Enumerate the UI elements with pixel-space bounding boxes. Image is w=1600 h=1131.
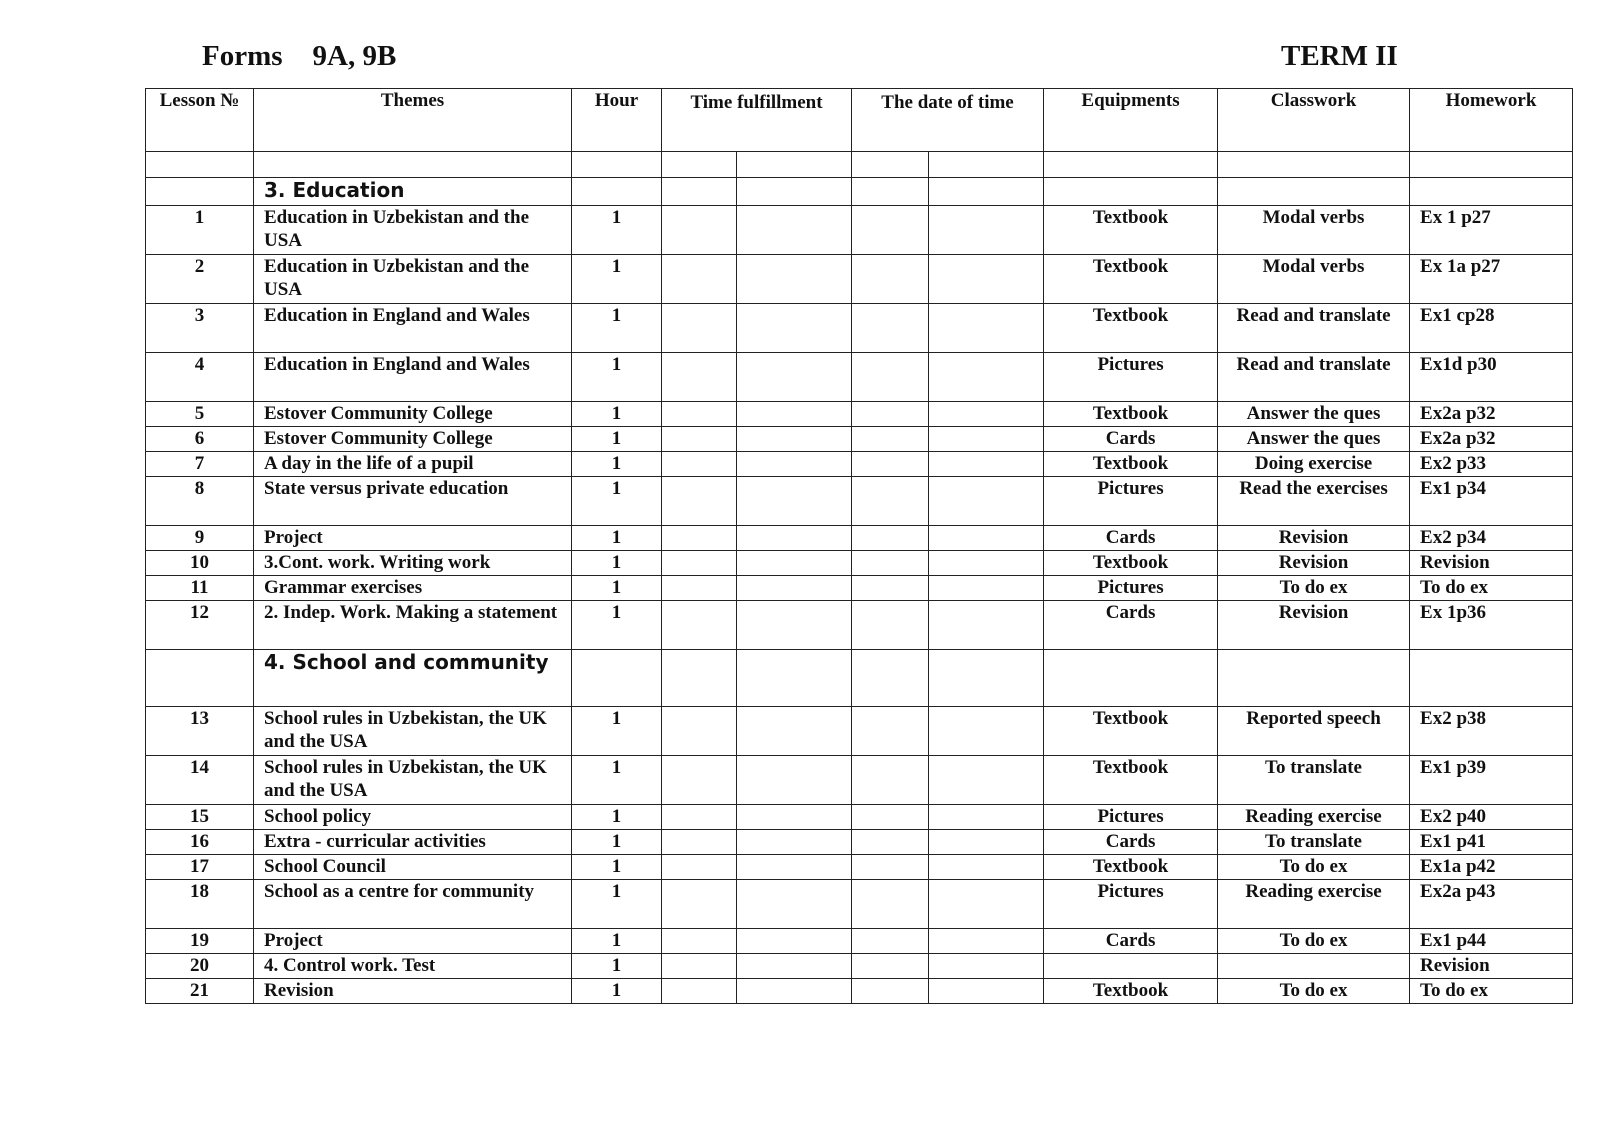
empty-cell: [929, 830, 1044, 855]
empty-cell: [737, 353, 852, 402]
lesson-classwork: To do ex: [1218, 576, 1410, 601]
empty-cell: [929, 427, 1044, 452]
lesson-row: [146, 756, 1573, 805]
lesson-theme: Revision: [254, 979, 572, 1004]
empty-cell: [852, 477, 929, 526]
lesson-equipment: Pictures: [1044, 576, 1218, 601]
blank-row: [146, 152, 1573, 178]
lesson-homework: Ex2a p43: [1410, 880, 1573, 929]
empty-cell: [662, 830, 737, 855]
lesson-equipment: Textbook: [1044, 304, 1218, 353]
lesson-equipment: Cards: [1044, 526, 1218, 551]
lesson-number: 15: [146, 805, 254, 830]
lesson-number: 3: [146, 304, 254, 353]
lesson-homework: Revision: [1410, 551, 1573, 576]
empty-cell: [662, 707, 737, 756]
empty-cell: [1044, 178, 1218, 206]
lesson-theme: Estover Community College: [254, 427, 572, 452]
lesson-hour: 1: [572, 929, 662, 954]
empty-cell: [929, 880, 1044, 929]
lesson-hour: 1: [572, 855, 662, 880]
col-header-themes: Themes: [254, 89, 572, 152]
empty-cell: [1044, 650, 1218, 707]
lesson-classwork: Revision: [1218, 551, 1410, 576]
col-header-date-of-time: The date of time: [852, 89, 1044, 152]
lesson-hour: 1: [572, 979, 662, 1004]
empty-cell: [662, 979, 737, 1004]
lesson-homework: Ex2a p32: [1410, 402, 1573, 427]
empty-cell: [737, 178, 852, 206]
lesson-classwork: To do ex: [1218, 929, 1410, 954]
empty-cell: [852, 152, 929, 178]
empty-cell: [737, 152, 852, 178]
lesson-number: 7: [146, 452, 254, 477]
lesson-equipment: Textbook: [1044, 756, 1218, 805]
empty-cell: [1218, 650, 1410, 707]
lesson-classwork: Reported speech: [1218, 707, 1410, 756]
lesson-classwork: To do ex: [1218, 979, 1410, 1004]
empty-cell: [662, 954, 737, 979]
lesson-homework: Ex1 cp28: [1410, 304, 1573, 353]
lesson-theme: 3.Cont. work. Writing work: [254, 551, 572, 576]
empty-cell: [662, 551, 737, 576]
lesson-equipment: Textbook: [1044, 707, 1218, 756]
empty-cell: [852, 452, 929, 477]
forms-heading: [202, 40, 396, 73]
lesson-hour: 1: [572, 255, 662, 304]
empty-cell: [929, 929, 1044, 954]
lesson-number: 9: [146, 526, 254, 551]
empty-cell: [852, 304, 929, 353]
empty-cell: [929, 402, 1044, 427]
lesson-row: [146, 304, 1573, 353]
lesson-row: [146, 929, 1573, 954]
lesson-theme: School Council: [254, 855, 572, 880]
lesson-equipment: Cards: [1044, 601, 1218, 650]
empty-cell: [852, 255, 929, 304]
lesson-homework: Ex1 p41: [1410, 830, 1573, 855]
lesson-homework: Ex2 p34: [1410, 526, 1573, 551]
empty-cell: [662, 452, 737, 477]
lesson-equipment: Textbook: [1044, 402, 1218, 427]
empty-cell: [929, 979, 1044, 1004]
empty-cell: [852, 954, 929, 979]
lesson-number: 21: [146, 979, 254, 1004]
lesson-hour: 1: [572, 402, 662, 427]
empty-cell: [852, 756, 929, 805]
empty-cell: [929, 576, 1044, 601]
lesson-theme: 4. Control work. Test: [254, 954, 572, 979]
lesson-theme: School policy: [254, 805, 572, 830]
lesson-homework: Ex1 p39: [1410, 756, 1573, 805]
lesson-hour: 1: [572, 756, 662, 805]
empty-cell: [146, 152, 254, 178]
lesson-number: 6: [146, 427, 254, 452]
empty-cell: [737, 855, 852, 880]
empty-cell: [737, 526, 852, 551]
empty-cell: [737, 601, 852, 650]
empty-cell: [1218, 152, 1410, 178]
empty-cell: [737, 576, 852, 601]
lesson-hour: 1: [572, 954, 662, 979]
empty-cell: [929, 152, 1044, 178]
lesson-theme: State versus private education: [254, 477, 572, 526]
empty-cell: [929, 650, 1044, 707]
lesson-theme: Grammar exercises: [254, 576, 572, 601]
empty-cell: [852, 427, 929, 452]
lesson-equipment: Textbook: [1044, 206, 1218, 255]
section-title-cell: [254, 178, 572, 206]
lesson-hour: 1: [572, 601, 662, 650]
empty-cell: [662, 855, 737, 880]
lesson-number: 13: [146, 707, 254, 756]
lesson-row: [146, 255, 1573, 304]
empty-cell: [929, 206, 1044, 255]
empty-cell: [662, 353, 737, 402]
header-row: [146, 89, 1573, 152]
lesson-classwork: [1218, 954, 1410, 979]
empty-cell: [662, 402, 737, 427]
lesson-theme: School rules in Uzbekistan, the UK and the USA: [254, 707, 572, 756]
lesson-row: [146, 855, 1573, 880]
empty-cell: [662, 206, 737, 255]
col-header-equipments: Equipments: [1044, 89, 1218, 152]
lesson-homework: To do ex: [1410, 576, 1573, 601]
lesson-row: [146, 353, 1573, 402]
empty-cell: [1218, 178, 1410, 206]
empty-cell: [662, 601, 737, 650]
lesson-equipment: Textbook: [1044, 979, 1218, 1004]
lesson-number: 14: [146, 756, 254, 805]
lesson-number: 5: [146, 402, 254, 427]
empty-cell: [737, 477, 852, 526]
forms-value: 9A, 9B: [312, 40, 397, 72]
lesson-hour: 1: [572, 526, 662, 551]
lesson-theme: Education in England and Wales: [254, 304, 572, 353]
empty-cell: [146, 178, 254, 206]
empty-cell: [737, 954, 852, 979]
lesson-row: [146, 576, 1573, 601]
empty-cell: [662, 427, 737, 452]
lesson-theme: Project: [254, 526, 572, 551]
empty-cell: [852, 402, 929, 427]
lesson-hour: 1: [572, 707, 662, 756]
lesson-row: [146, 402, 1573, 427]
empty-cell: [929, 756, 1044, 805]
lesson-hour: 1: [572, 206, 662, 255]
lesson-row: [146, 551, 1573, 576]
empty-cell: [929, 304, 1044, 353]
lesson-homework: Ex 1a p27: [1410, 255, 1573, 304]
lesson-number: 11: [146, 576, 254, 601]
lesson-equipment: Cards: [1044, 830, 1218, 855]
lesson-hour: 1: [572, 304, 662, 353]
lesson-row: [146, 979, 1573, 1004]
lesson-hour: 1: [572, 576, 662, 601]
col-header-homework: Homework: [1410, 89, 1573, 152]
lesson-theme: Estover Community College: [254, 402, 572, 427]
lesson-classwork: Revision: [1218, 526, 1410, 551]
lesson-homework: Ex2 p38: [1410, 707, 1573, 756]
lesson-homework: Ex1 p44: [1410, 929, 1573, 954]
empty-cell: [737, 880, 852, 929]
lesson-classwork: Modal verbs: [1218, 206, 1410, 255]
lesson-hour: 1: [572, 880, 662, 929]
empty-cell: [572, 178, 662, 206]
empty-cell: [929, 452, 1044, 477]
lesson-equipment: Pictures: [1044, 353, 1218, 402]
empty-cell: [852, 707, 929, 756]
empty-cell: [929, 551, 1044, 576]
empty-cell: [852, 880, 929, 929]
empty-cell: [1410, 650, 1573, 707]
forms-label: Forms: [202, 40, 283, 72]
lesson-theme: Education in Uzbekistan and the USA: [254, 206, 572, 255]
empty-cell: [146, 650, 254, 707]
col-header-time-fulfillment: Time fulfillment: [662, 89, 852, 152]
empty-cell: [852, 601, 929, 650]
empty-cell: [852, 551, 929, 576]
lesson-row: [146, 805, 1573, 830]
lesson-homework: Ex 1p36: [1410, 601, 1573, 650]
lesson-homework: To do ex: [1410, 979, 1573, 1004]
empty-cell: [737, 452, 852, 477]
empty-cell: [662, 576, 737, 601]
empty-cell: [929, 178, 1044, 206]
lesson-homework: Revision: [1410, 954, 1573, 979]
empty-cell: [737, 255, 852, 304]
lesson-equipment: Cards: [1044, 427, 1218, 452]
lesson-theme: Project: [254, 929, 572, 954]
empty-cell: [737, 304, 852, 353]
empty-cell: [254, 152, 572, 178]
lesson-homework: Ex1 p34: [1410, 477, 1573, 526]
empty-cell: [929, 353, 1044, 402]
lesson-equipment: Textbook: [1044, 551, 1218, 576]
empty-cell: [737, 756, 852, 805]
lesson-number: 8: [146, 477, 254, 526]
lesson-equipment: Pictures: [1044, 805, 1218, 830]
empty-cell: [852, 855, 929, 880]
lesson-classwork: To do ex: [1218, 855, 1410, 880]
lesson-number: 16: [146, 830, 254, 855]
lesson-theme: 2. Indep. Work. Making a statement: [254, 601, 572, 650]
empty-cell: [737, 830, 852, 855]
lesson-hour: 1: [572, 805, 662, 830]
empty-cell: [737, 805, 852, 830]
lesson-number: 17: [146, 855, 254, 880]
empty-cell: [852, 830, 929, 855]
empty-cell: [662, 152, 737, 178]
section-title: 4. School and community: [264, 650, 549, 674]
lesson-hour: 1: [572, 477, 662, 526]
empty-cell: [737, 427, 852, 452]
empty-cell: [662, 650, 737, 707]
empty-cell: [929, 601, 1044, 650]
lesson-classwork: Doing exercise: [1218, 452, 1410, 477]
empty-cell: [852, 929, 929, 954]
lesson-hour: 1: [572, 551, 662, 576]
empty-cell: [662, 805, 737, 830]
empty-cell: [662, 526, 737, 551]
lesson-hour: 1: [572, 427, 662, 452]
lesson-number: 18: [146, 880, 254, 929]
empty-cell: [737, 707, 852, 756]
lesson-row: [146, 427, 1573, 452]
lesson-hour: 1: [572, 452, 662, 477]
empty-cell: [929, 255, 1044, 304]
lesson-classwork: Read and translate: [1218, 353, 1410, 402]
empty-cell: [852, 979, 929, 1004]
lesson-row: [146, 526, 1573, 551]
lesson-equipment: Textbook: [1044, 255, 1218, 304]
empty-cell: [929, 526, 1044, 551]
empty-cell: [662, 178, 737, 206]
empty-cell: [737, 650, 852, 707]
empty-cell: [662, 756, 737, 805]
empty-cell: [662, 929, 737, 954]
empty-cell: [662, 255, 737, 304]
empty-cell: [929, 477, 1044, 526]
lesson-classwork: Reading exercise: [1218, 880, 1410, 929]
lesson-row: [146, 707, 1573, 756]
lesson-classwork: Answer the ques: [1218, 427, 1410, 452]
empty-cell: [737, 206, 852, 255]
lesson-row: [146, 880, 1573, 929]
lesson-row: [146, 477, 1573, 526]
empty-cell: [929, 855, 1044, 880]
empty-cell: [1410, 178, 1573, 206]
empty-cell: [852, 206, 929, 255]
lesson-equipment: Pictures: [1044, 880, 1218, 929]
lesson-row: [146, 830, 1573, 855]
empty-cell: [737, 402, 852, 427]
lesson-equipment: Pictures: [1044, 477, 1218, 526]
lesson-homework: Ex2 p40: [1410, 805, 1573, 830]
lesson-homework: Ex2a p32: [1410, 427, 1573, 452]
lesson-classwork: To translate: [1218, 756, 1410, 805]
lesson-row: [146, 452, 1573, 477]
empty-cell: [852, 576, 929, 601]
empty-cell: [929, 707, 1044, 756]
lesson-number: 1: [146, 206, 254, 255]
lesson-row: [146, 206, 1573, 255]
lesson-row: [146, 954, 1573, 979]
empty-cell: [1410, 152, 1573, 178]
empty-cell: [662, 477, 737, 526]
empty-cell: [662, 304, 737, 353]
lesson-classwork: Reading exercise: [1218, 805, 1410, 830]
lesson-theme: School as a centre for community: [254, 880, 572, 929]
lesson-theme: School rules in Uzbekistan, the UK and the USA: [254, 756, 572, 805]
lesson-equipment: Textbook: [1044, 452, 1218, 477]
empty-cell: [852, 650, 929, 707]
term-heading: TERM II: [1281, 40, 1398, 72]
lesson-row: [146, 601, 1573, 650]
section-title-cell: [254, 650, 572, 707]
lesson-equipment: Textbook: [1044, 855, 1218, 880]
lesson-homework: Ex 1 p27: [1410, 206, 1573, 255]
lesson-hour: 1: [572, 353, 662, 402]
empty-cell: [852, 178, 929, 206]
empty-cell: [1044, 152, 1218, 178]
empty-cell: [852, 526, 929, 551]
empty-cell: [572, 152, 662, 178]
lesson-hour: 1: [572, 830, 662, 855]
lesson-plan-table: [145, 88, 1573, 1004]
lesson-homework: Ex1a p42: [1410, 855, 1573, 880]
col-header-hour: Hour: [572, 89, 662, 152]
lesson-classwork: Read the exercises: [1218, 477, 1410, 526]
lesson-theme: Education in England and Wales: [254, 353, 572, 402]
lesson-homework: Ex2 p33: [1410, 452, 1573, 477]
empty-cell: [737, 929, 852, 954]
empty-cell: [852, 805, 929, 830]
section-row: [146, 650, 1573, 707]
empty-cell: [852, 353, 929, 402]
col-header-lesson: Lesson №: [146, 89, 254, 152]
lesson-homework: Ex1d p30: [1410, 353, 1573, 402]
lesson-classwork: To translate: [1218, 830, 1410, 855]
lesson-classwork: Answer the ques: [1218, 402, 1410, 427]
lesson-number: 12: [146, 601, 254, 650]
lesson-theme: Extra - curricular activities: [254, 830, 572, 855]
empty-cell: [737, 979, 852, 1004]
lesson-equipment: Cards: [1044, 929, 1218, 954]
lesson-number: 19: [146, 929, 254, 954]
col-header-classwork: Classwork: [1218, 89, 1410, 152]
empty-cell: [929, 805, 1044, 830]
section-row: [146, 178, 1573, 206]
lesson-equipment: [1044, 954, 1218, 979]
lesson-classwork: Revision: [1218, 601, 1410, 650]
lesson-number: 20: [146, 954, 254, 979]
section-title: 3. Education: [264, 178, 405, 202]
lesson-classwork: Read and translate: [1218, 304, 1410, 353]
lesson-theme: A day in the life of a pupil: [254, 452, 572, 477]
lesson-theme: Education in Uzbekistan and the USA: [254, 255, 572, 304]
empty-cell: [737, 551, 852, 576]
empty-cell: [662, 880, 737, 929]
empty-cell: [572, 650, 662, 707]
lesson-number: 4: [146, 353, 254, 402]
lesson-number: 2: [146, 255, 254, 304]
lesson-classwork: Modal verbs: [1218, 255, 1410, 304]
lesson-number: 10: [146, 551, 254, 576]
empty-cell: [929, 954, 1044, 979]
